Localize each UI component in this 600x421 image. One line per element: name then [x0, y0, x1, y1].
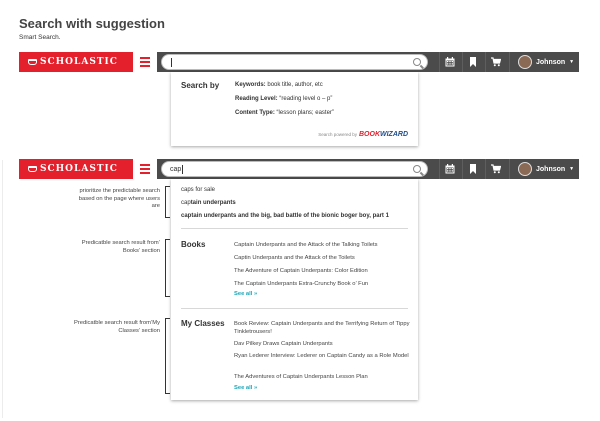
avatar: [518, 162, 532, 176]
scholastic-logo[interactable]: [19, 52, 133, 72]
calendar-button[interactable]: [439, 159, 459, 179]
class-result[interactable]: Dav Pilkey Draws Captain Underpants: [234, 341, 333, 347]
user-menu[interactable]: [509, 52, 574, 72]
menu-button[interactable]: [133, 52, 157, 72]
annotation-books: Predicatble search result from’ Books’ section: [81, 240, 160, 254]
cart-icon: [491, 164, 501, 174]
class-result[interactable]: The Adventures of Captain Underpants Lesson Plan: [234, 374, 368, 380]
search-icon[interactable]: [413, 165, 421, 173]
search-by-reading-level: Reading Level: “reading level o – p”: [235, 96, 333, 102]
bookwizard-logo: BOOKWIZARD: [359, 131, 408, 138]
search-icon[interactable]: [413, 58, 421, 66]
cart-button[interactable]: [485, 159, 505, 179]
navbar-bottom: [19, 159, 579, 179]
book-result[interactable]: Captin Underpants and the Attack of the Toilets: [234, 255, 355, 261]
user-menu[interactable]: [509, 159, 574, 179]
divider: [181, 308, 408, 309]
book-icon: [28, 166, 37, 172]
avatar: [518, 55, 532, 69]
chevron-down-icon: ▼: [569, 166, 575, 172]
search-by-panel: [171, 72, 418, 146]
suggestion-panel: [171, 179, 418, 400]
calendar-button[interactable]: [439, 52, 459, 72]
cart-button[interactable]: [485, 52, 505, 72]
logo-text: SCHOLASTIC: [40, 164, 118, 174]
calendar-icon: [445, 57, 455, 67]
books-section-title: Books: [181, 240, 206, 249]
chevron-down-icon: ▼: [569, 59, 575, 65]
menu-button[interactable]: [133, 159, 157, 179]
cart-icon: [491, 57, 501, 67]
book-result[interactable]: Captain Underpants and the Attack of the Talking Toilets: [234, 242, 378, 248]
books-see-all-link[interactable]: See all »: [234, 291, 258, 297]
search-input[interactable]: [161, 54, 428, 70]
book-result[interactable]: The Adventure of Captain Underpants: Color Edition: [234, 268, 368, 274]
search-input-value: cap: [170, 165, 182, 173]
bookmark-button[interactable]: [462, 52, 482, 72]
book-icon: [28, 59, 37, 65]
logo-text: SCHOLASTIC: [40, 57, 118, 67]
classes-see-all-link[interactable]: See all »: [234, 385, 258, 391]
search-by-keywords: Keywords: book title, author, etc: [235, 82, 323, 88]
search-by-title: Search by: [181, 81, 220, 90]
class-result[interactable]: Ryan Lederer Interview: Lederer on Captain Candy as a Role Model: [234, 353, 409, 359]
powered-by: Search powered by BOOKWIZARD: [318, 131, 408, 138]
navbar-top: [19, 52, 579, 72]
my-classes-section-title: My Classes: [181, 319, 225, 328]
bookmark-icon: [468, 57, 478, 67]
class-result[interactable]: Book Review: Captain Underpants and the Terrifying Return of Tippy Tinkletrousers!: [234, 321, 410, 335]
search-input[interactable]: [161, 161, 428, 177]
calendar-icon: [445, 164, 455, 174]
search-by-content-type: Content Type: “lesson plans; easter”: [235, 110, 334, 116]
page-subtitle: Smart Search.: [19, 34, 61, 41]
suggestion-item[interactable]: caps for sale: [181, 187, 216, 193]
bracket-books: [165, 239, 170, 297]
suggestion-item[interactable]: captain underpants: [181, 200, 236, 206]
user-name: Johnson: [536, 58, 566, 66]
book-result[interactable]: The Captain Underpants Extra-Crunchy Book o’ Fun: [234, 281, 369, 287]
user-name: Johnson: [536, 165, 566, 173]
left-guide-rule: [2, 160, 3, 418]
divider: [181, 228, 408, 229]
bracket-classes: [165, 318, 170, 394]
annotation-predictable: prioritize the predictable search based on the page where users are: [78, 188, 160, 209]
page-title: Search with suggestion: [19, 16, 165, 31]
bookmark-button[interactable]: [462, 159, 482, 179]
bookmark-icon: [468, 164, 478, 174]
scholastic-logo[interactable]: [19, 159, 133, 179]
suggestion-item[interactable]: captain underpants and the big, bad battle of the bionic boger boy, part 1: [181, 213, 389, 219]
annotation-classes: Predicatble search result from’My Classes’ section: [73, 320, 160, 334]
bracket-suggestions: [165, 186, 170, 218]
